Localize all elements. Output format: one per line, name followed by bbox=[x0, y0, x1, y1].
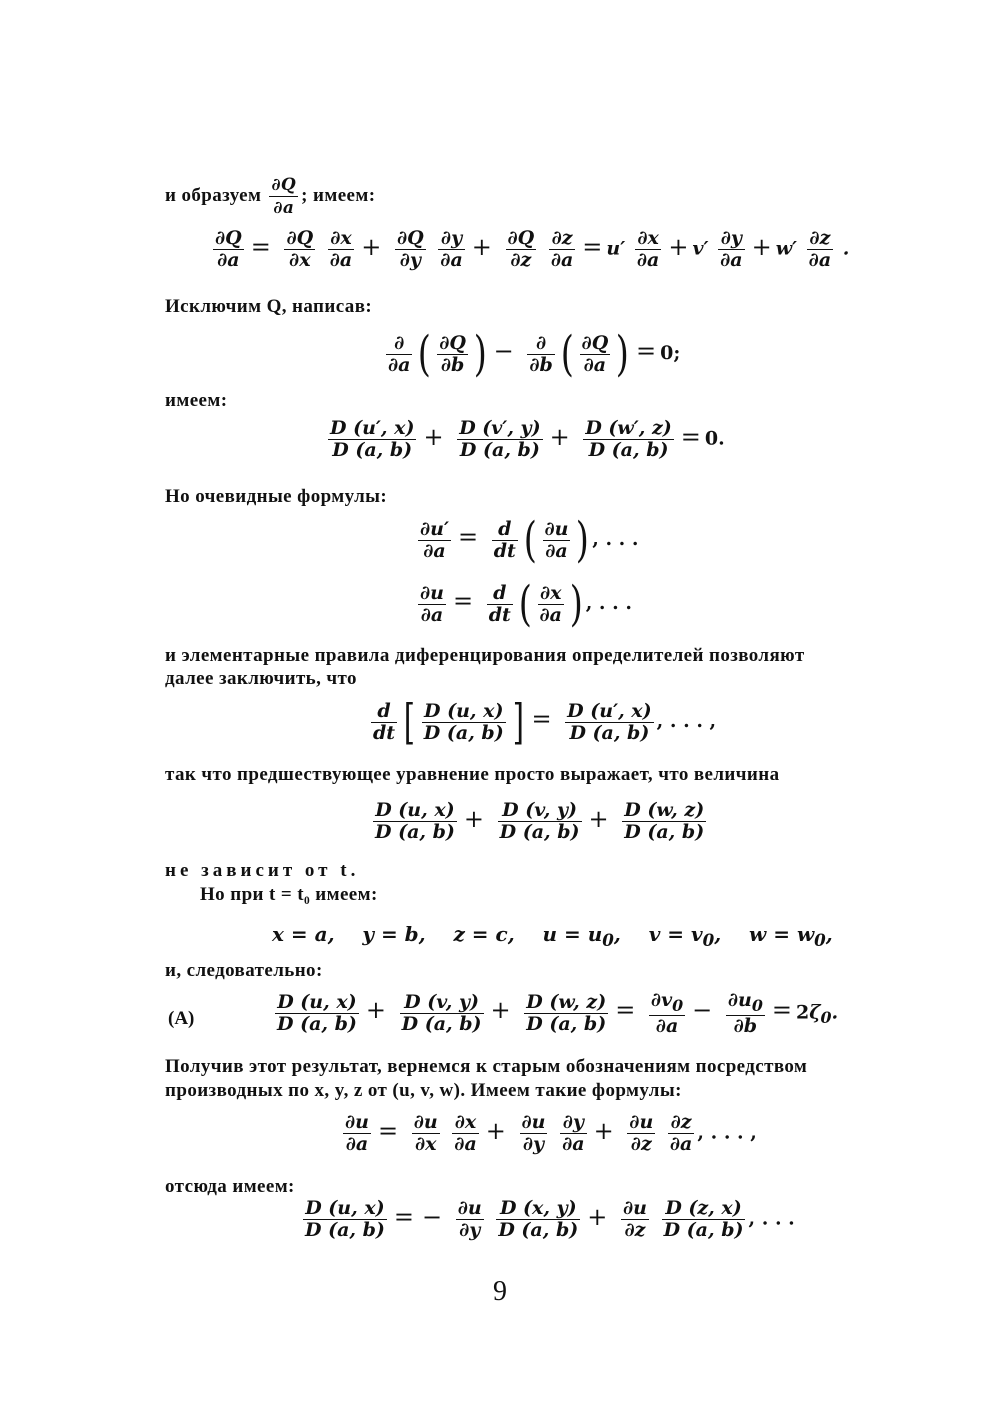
text-line-13: отсюда имеем: bbox=[165, 1176, 295, 1197]
text-line-6: далее заключить, что bbox=[165, 668, 357, 689]
equation-d-dt-jacobian: $\frac{d}{dt}$ [ $\frac{D (u, x)}{D (a, b)}$ ] = $\frac{D (u', x)}{D (a, b)}$ , . . . , bbox=[373, 694, 717, 750]
text-fragment: и образуем bbox=[165, 184, 262, 206]
equation-jacobian-sum: $\frac{D (u', x)}{D (a, b)}$ + $\frac{D (v', y)}{D (a, b)}$ + $\frac{D (w', z)}{D (a, b)}$ = 0. bbox=[330, 417, 725, 461]
equation-a: $\frac{D (u, x)}{D (a, b)}$ + $\frac{D (v, y)}{D (a, b)}$ + $\frac{D (w, z)}{D (a, b)}$ = $\frac{\partial v_0}{\partial a}$ − $\frac{\partial u_0}{\partial b}$ = $2\zeta_0$. bbox=[277, 989, 839, 1037]
text-line-5: и элементарные правила диференцирования определителей позволяют bbox=[165, 645, 805, 666]
text-line-4: Но очевидные формулы: bbox=[165, 486, 388, 507]
equation-invariant-quantity: $\frac{D (u, x)}{D (a, b)}$ + $\frac{D (v, y)}{D (a, b)}$ + $\frac{D (w, z)}{D (a, b)}$ bbox=[375, 799, 705, 843]
equation-label-a: (A) bbox=[168, 1008, 195, 1029]
text-line-1 bbox=[165, 174, 375, 219]
equation-du: $\frac{\partial u}{\partial a}$ = $\frac{d}{dt}$ ( $\frac{\partial x}{\partial a}$ ) , . . . bbox=[420, 576, 633, 632]
text-line-9: Но при t = t₀ имеем: bbox=[200, 884, 378, 905]
inline-fraction: $\frac{\partial Q}{\partial a}$ bbox=[271, 175, 297, 218]
text-line-2: Исключим Q, написав: bbox=[165, 296, 373, 317]
text-line-8: не зависит от t. bbox=[165, 860, 360, 881]
equation-dq-da: $\frac{\partial Q}{\partial a}$ = $\frac{\partial Q}{\partial x}$ $\frac{\partial x}{\partial a}$ + $\frac{\partial Q}{\partial y}$ $\frac{\partial y}{\partial a}$ + $\frac{\partial Q}{\partial z}$ $\frac{\partial z}{\partial a}$ = u′ $\frac{\partial x}{\partial a}$ + v′ $\frac{\partial y}{\partial a}$ + w′ $\frac{\partial z}{\partial a}$ . bbox=[215, 227, 850, 271]
text-line-7: так что предшествующее уравнение просто выражает, что величина bbox=[165, 764, 780, 785]
equation-du-prime: $\frac{\partial u'}{\partial a}$ = $\frac{d}{dt}$ ( $\frac{\partial u}{\partial a}$ ) , . . . bbox=[420, 512, 639, 568]
text-line-11: Получив этот результат, вернемся к старым обозначениям посредством bbox=[165, 1056, 808, 1077]
equation-eliminate-q: $\frac{\partial}{\partial a}$ ( $\frac{\partial Q}{\partial b}$ ) − $\frac{\partial}{\partial b}$ ( $\frac{\partial Q}{\partial a}$ ) = 0; bbox=[388, 326, 681, 382]
text-line-12: производных по x, y, z от (u, v, w). Имеем такие формулы: bbox=[165, 1080, 682, 1101]
text-line-10: и, следовательно: bbox=[165, 960, 323, 981]
text-line-3: имеем: bbox=[165, 390, 228, 411]
text-fragment: ; имеем: bbox=[301, 184, 376, 206]
equation-jacobian-expansion: $\frac{D (u, x)}{D (a, b)}$ = − $\frac{\partial u}{\partial y}$ $\frac{D (x, y)}{D (a, b)}$ + $\frac{\partial u}{\partial z}$ $\frac{D (z, x)}{D (a, b)}$ , . . . bbox=[305, 1197, 795, 1241]
equation-initial-values: x = a, y = b, z = c, $u = u_0$, $v = v_0$, $w = w_0$, bbox=[272, 922, 833, 950]
page-number: 9 bbox=[493, 1276, 507, 1307]
equation-du-da-chain: $\frac{\partial u}{\partial a}$ = $\frac{\partial u}{\partial x}$ $\frac{\partial x}{\partial a}$ + $\frac{\partial u}{\partial y}$ $\frac{\partial y}{\partial a}$ + $\frac{\partial u}{\partial z}$ $\frac{\partial z}{\partial a}$ , . . . , bbox=[345, 1111, 757, 1155]
